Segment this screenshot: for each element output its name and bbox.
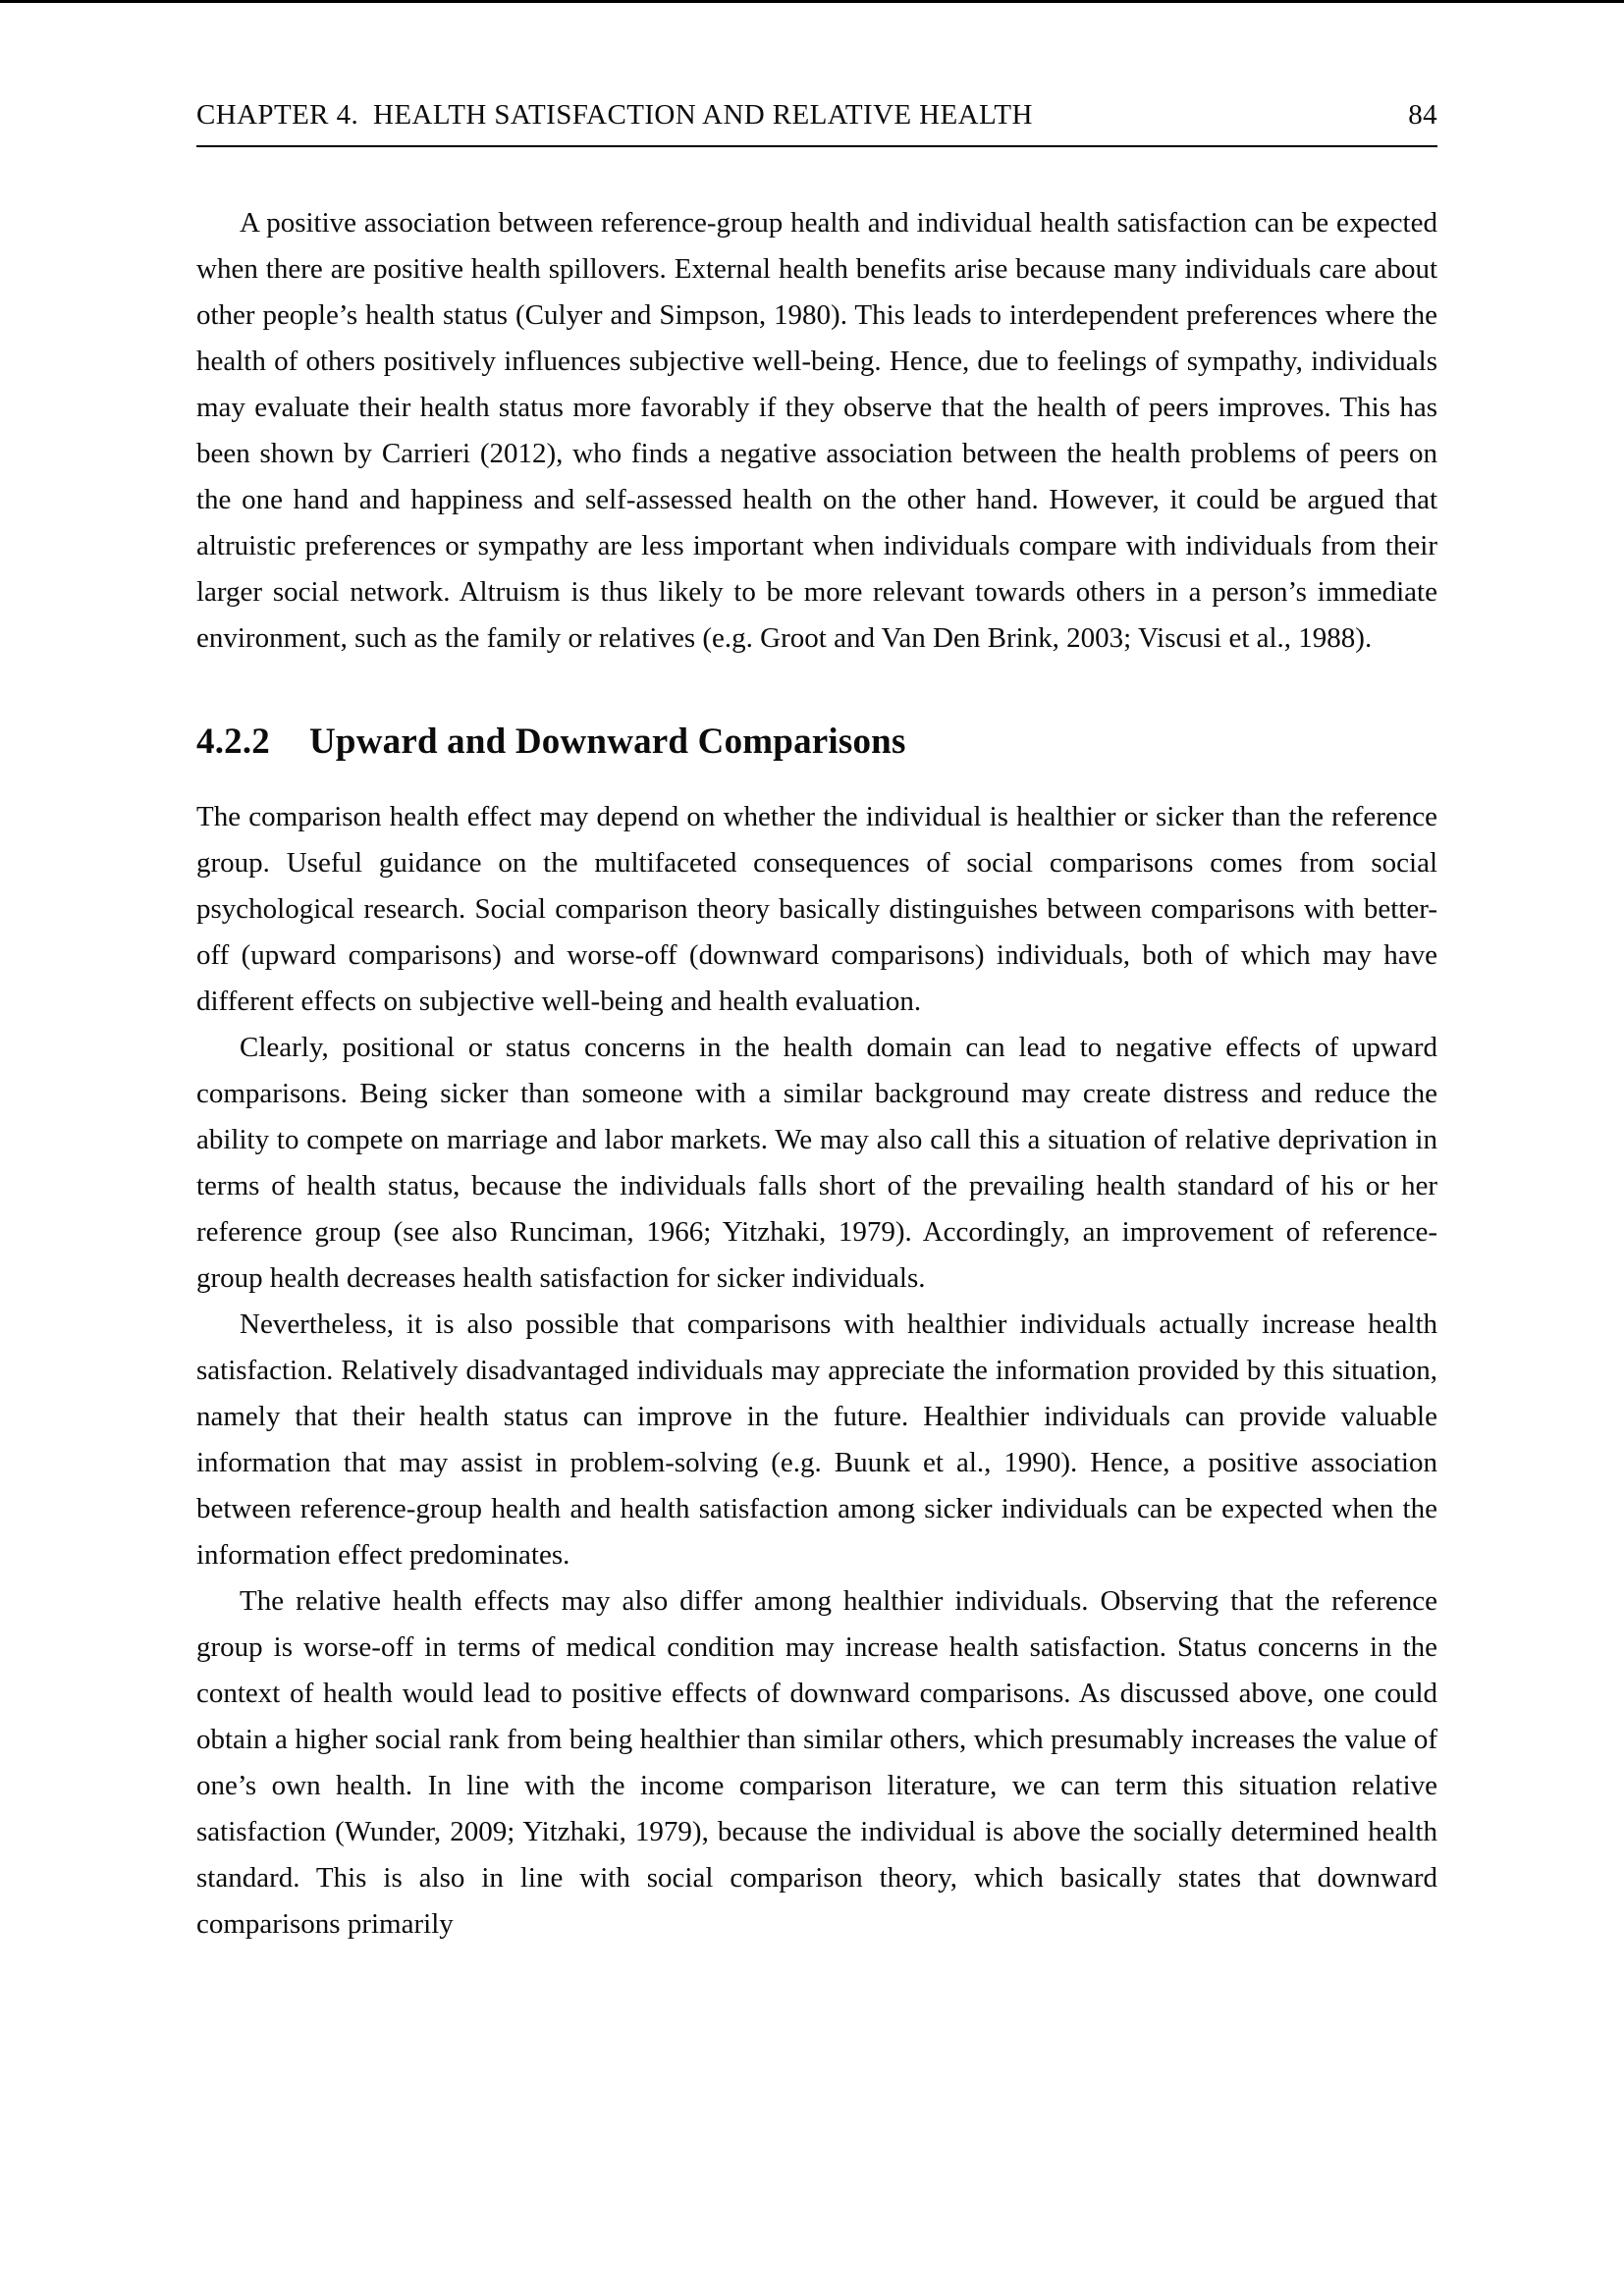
header-rule — [196, 145, 1437, 147]
body-paragraph-1: The comparison health effect may depend on whether the individual is healthier or sicker than the reference group. Useful guidance on the multifaceted consequences of social comparisons comes from social psychological research. Social comparison theory basically distinguishes between comparisons with better-off (upward comparisons) and worse-off (downward comparisons) individuals, both of which may have different effects on subjective well-being and health evaluation. — [196, 801, 1437, 1017]
body-paragraph-4: The relative health effects may also differ among healthier individuals. Observing that the reference group is worse-off in terms of medical condition may increase health satisfaction. Status concerns in the context of health would lead to positive effects of downward comparisons. As discussed above, one could obtain a higher social rank from being healthier than similar others, which presumably increases the value of one’s own health. In line with the income comparison literature, we can term this situation relative satisfaction (Wunder, 2009; Yitzhaki, 1979), because the individual is above the socially determined health standard. This is also in line with social comparison theory, which basically states that downward comparisons primarily — [196, 1585, 1437, 1940]
section-heading — [196, 721, 1437, 763]
running-header — [196, 99, 1437, 132]
page-body — [196, 200, 1437, 1948]
body-paragraph-2: Clearly, positional or status concerns in the health domain can lead to negative effects of upward comparisons. Being sicker than someone with a similar background may create distress and reduce the ability to compete on marriage and labor markets. We may also call this a situation of relative deprivation in terms of health status, because the individuals falls short of the prevailing health standard of his or her reference group (see also Runciman, 1966; Yitzhaki, 1979). Accordingly, an improvement of reference-group health decreases health satisfaction for sicker individuals. — [196, 1032, 1437, 1294]
page-number: 84 — [1408, 99, 1437, 131]
section-title: Upward and Downward Comparisons — [309, 721, 906, 762]
section-number: 4.2.2 — [196, 721, 270, 762]
body-paragraph-3: Nevertheless, it is also possible that comparisons with healthier individuals actually increase health satisfaction. Relatively disadvantaged individuals may appreciate the information provided by this situation, namely that their health status can improve in the future. Healthier individuals can provide valuable information that may assist in problem-solving (e.g. Buunk et al., 1990). Hence, a positive association between reference-group health and health satisfaction among sicker individuals can be expected when the information effect predominates. — [196, 1308, 1437, 1571]
running-header-title: CHAPTER 4. HEALTH SATISFACTION AND RELATIVE HEALTH — [196, 99, 1033, 131]
body-paragraph-intro: A positive association between reference-group health and individual health satisfaction can be expected when there are positive health spillovers. External health benefits arise because many individuals care about other people’s health status (Culyer and Simpson, 1980). This leads to interdependent preferences where the health of others positively influences subjective well-being. Hence, due to feelings of sympathy, individuals may evaluate their health status more favorably if they observe that the health of peers improves. This has been shown by Carrieri (2012), who finds a negative association between the health problems of peers on the one hand and happiness and self-assessed health on the other hand. However, it could be argued that altruistic preferences or sympathy are less important when individuals compare with individuals from their larger social network. Altruism is thus likely to be more relevant towards others in a person’s immediate environment, such as the family or relatives (e.g. Groot and Van Den Brink, 2003; Viscusi et al., 1988). — [196, 207, 1437, 654]
